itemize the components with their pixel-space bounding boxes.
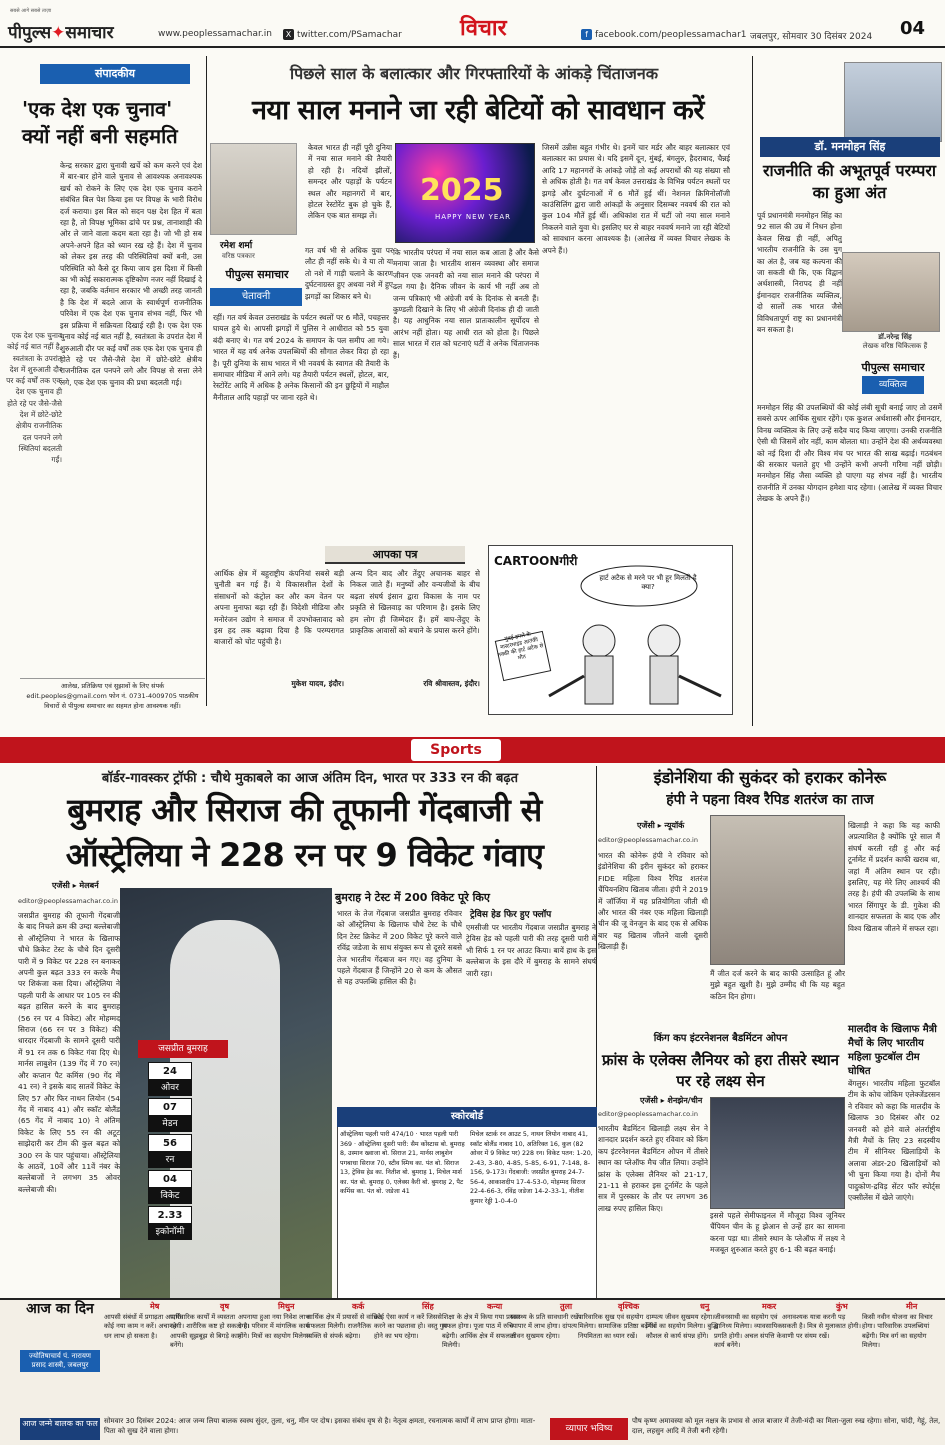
newspaper-logo[interactable] bbox=[8, 20, 114, 43]
editorial-title[interactable]: 'एक देश एक चुनाव' क्यों नहीं बनी सहमति bbox=[22, 97, 178, 148]
stat-label: रन bbox=[148, 1152, 192, 1168]
stat-label: इकोनॉमी bbox=[148, 1224, 192, 1240]
zodiac-name: मकर bbox=[762, 1302, 777, 1311]
zodiac-text: आर्थिक क्षेत्र में प्रयासों से वांछित सफलता मिलेगी। राजनैतिक व्यक्ति से संपर्क बढ़ेगा। bbox=[306, 1313, 382, 1340]
main-article-headline[interactable]: नया साल मनाने जा रही बेटियों को सावधान करें bbox=[252, 95, 704, 126]
scoreboard-text: मिचेल स्टार्क रन आउट 5, नाथन लियोन नाबाद 41, स्कॉट बोलैंड नाबाद 10, अतिरिक्त 16, कुल (82 ओवर में 9 विकेट पर) 228 रन। विकेट पतन: 1-20, 2-43, 3-80, 4-85, 5-85, 6-91, 7-148, 8-156, 9-173। गेंदबाजी: जसप्रीत बुमराह 24-7-56-4, आकाशदीप 17-4-53-0, मोहम्मद सिराज 22-4-66-3, रविंद्र जडेजा 14-2-33-1, नीतीश कुमार रेड्डी 1-0-4-0 bbox=[470, 1131, 593, 1205]
zodiac-text: किसी नवीन योजना का विचार होगा। पारिवारिक उपलब्धियां बढ़ेंगी। मित्र वर्ग का सहयोग मिलेगा। bbox=[862, 1313, 933, 1350]
business-forecast-text: पौष कृष्ण अमावस्या को मूल नक्षत्र के प्रभाव से आज बाजार में तेजी-मंदी का मिला-जुला रुख रहेगा। सोना, चांदी, गेहूं, तेल, दाल, लहसुन आदि में तेजी बनी रहेगी। bbox=[632, 1417, 941, 1435]
editorial-body: केन्द्र सरकार द्वारा चुनावी खर्चे को कम करने एवं देश में बार-बार होने वाले चुनाव से आवश्यक अनावश्यक खर्च को रोकने के लिए एक देश एक चुनाव कराने संबंधित बिल पेश किया इस पर विपक्ष के भारी विरोध दर्ज कराया। इस बिल को सदन पक्ष देश हित में बता रहा है, तो विपक्ष भूमिका ढांचे पर प्रश्न, तानाशाही की ओर ले जाने वाला कदम बता रहा है। जो भी हो सब अपने-अपने हित को ध्यान रख रहे हैं। देश में चुनाव को लेकर इस तरह की परिस्थितियां क्यों बनी, उस परिस्थिति को कैसे दूर किया जाय इस दिशा में किसी का भी कोई सकारात्मक दृष्टिकोण नजर नहीं दिखाई दे रहा है, जबकि वर्तमान सरकार भी अच्छी तरह जानती है कि देश में बदले आज के स्वार्थपूर्ण राजनीतिक परिवेश में एक देश एक चुनाव संभव नहीं, फिर भी इस प्रक्रिया में सक्रियता दिखाई रही है। एक देश एक चुनाव कोई नई बात नहीं है, स्वतंत्रता के उपरांत देश में शुरुआती दौर पर कई वर्षों तक एक देश एक चुनाव ही होते रहे पर जैसे-जैसे देश में छोटे-छोटे क्षेत्रीय राजनीतिक दल पनपने लगे और विपक्ष से सत्ता लेने लगे, एक देश एक चुनाव की प्रथा बदलती गई। bbox=[60, 161, 202, 387]
cricket-headline-line2[interactable]: ऑस्ट्रेलिया ने 228 रन पर 9 विकेट गंवाए bbox=[65, 836, 544, 874]
birth-prediction-tag: आज जन्मे बालक का फल bbox=[20, 1418, 100, 1440]
manmohan-article-text: पूर्व प्रधानमंत्री मनमोहन सिंह का 92 साल की उम्र में निधन होना केवल सिख ही नहीं, अपितु भारतीय राजनीति के उस युग का अंत है, जब यह कल्पना की जा सकती थी कि, एक विद्वान अर्थशास्त्री, निरापद ही नहीं ईमानदार राजनीतिक व्यक्तित्व, दो सालों तक भारत जैसे विविधतापूर्ण राष्ट्र का प्रधानमंत्री बन सकता है। bbox=[757, 211, 842, 335]
letter-text: अन्य दिन बाद और तेंदुए अचानक बाहर से निकल जाते हैं। मनुष्यों और वन्यजीवों के बीच बढ़ता संघर्ष इंसान द्वारा विकास के नाम पर प्रकृति से खिलवाड़ का परिणाम है। इसके लिए हम लोग ही जिम्मेदार हैं। हमें बाघ-तेंदुए के प्राकृतिक आवासों को बचाने के प्रयास करने होंगे। bbox=[350, 569, 480, 636]
author-name: रमेश शर्मा bbox=[220, 241, 253, 251]
manmohan-article-title[interactable]: राजनीति की अभूतपूर्व परम्परा का हुआ अंत bbox=[762, 161, 937, 202]
scoreboard-text: ऑस्ट्रेलिया पहली पारी 474/10 · भारत पहली पारी 369 · ऑस्ट्रेलिया दूसरी पारी: सैम कोंस्टास बो. बुमराह 8, उस्मान ख्वाजा बो. सिराज 21, मार्नस लाबुशेन पगबाधा सिराज 70, स्टीव स्मिथ का. पंत बो. सिराज 13, ट्रेविस हेड का. नितीश बो. बुमराह 1, मिचेल मार्श का. पंत बो. बुमराह 0, एलेक्स कैरी बो. बुमराह 2, पैट कमिंस का. पंत बो. जडेजा 41 bbox=[340, 1131, 465, 1195]
facebook-link[interactable] bbox=[581, 29, 747, 40]
main-article-kicker: पिछले साल के बलात्कार और गिरफ्तारियों के आंकड़े चिंताजनक bbox=[289, 64, 659, 83]
new-year-image-caption: HAPPY NEW YEAR bbox=[435, 213, 511, 221]
cricket-kicker: बॉर्डर-गावस्कर ट्रॉफी : चौथे मुकाबले का आज अंतिम दिन, भारत पर 333 रन की बढ़त bbox=[101, 771, 519, 786]
zodiac-text: पारिवारिक कार्यों में व्यस्तता रहेगी। शारीरिक कष्ट हो सकता है। आपकी सूझबूझ से बिगड़े काम बनेंगे। bbox=[170, 1313, 250, 1350]
badminton-article-text: भारतीय बैडमिंटन खिलाड़ी लक्ष्य सेन ने शानदार प्रदर्शन करते हुए रविवार को किंग कप इंटरनेशनल बैडमिंटन ओपन में तीसरे स्थान का प्लेऑफ मैच जीत लिया। उन्होंने फ्रांस के एलेक्स लैनियर को 21-17, 21-11 से हराकर इस टूर्नामेंट के पहले सत्र में पुरस्कार के तौर पर लगभग 36 लाख रुपए हासिल किए। bbox=[598, 1124, 708, 1213]
website-link[interactable]: www.peoplessamachar.in bbox=[158, 29, 272, 39]
manmohan-author-name: डॉ.नरेन्द्र सिंह bbox=[878, 333, 912, 341]
chess-headline-line1[interactable]: इंडोनेशिया की सुकंदर को हराकर कोनेरू bbox=[653, 768, 887, 787]
zodiac-text: दाम्पत्य जीवन सुखमय रहेगा। मित्रों का सहयोग मिलेगा। बुद्धि कौशल से कार्य संपन्न होंगे। bbox=[646, 1313, 719, 1340]
author-photo bbox=[210, 143, 297, 235]
main-article-text: कि भारतीय परंपरा में नया साल कब आता है और कैसे मनाया जाता है। भारतीय शासन व्यवस्था और समाज जीवन एक जनवरी को नया साल मनाने की परंपरा में ढल गया है। दैनिक जीवन के कार्य भी नहीं अब तो जन्म पत्रिकाएं भी अंग्रेजी वर्ष के दिनांक से बनती हैं। कुण्डली दिखाने के लिए भी अंग्रेजी दिनांक ही दी जाती है। यह आधुनिक नया साल प्रातःकालीन सूर्योदय से आरंभ नहीं होता। यह आधी रात को होता है। पिछले साल भारत में रात को घटनाएं घटीं वे अनेक चिंताजनक हैं। bbox=[393, 248, 539, 360]
zodiac-name: वृष bbox=[220, 1302, 230, 1311]
new-year-image-year: 2025 bbox=[420, 173, 504, 208]
football-article-text: बेंगलुरु। भारतीय महिला फुटबॉल टीम के कोच जोकिम एलेक्जेंडरसन ने रविवार को कहा कि मालदीव के खिलाफ 30 दिसंबर और 02 जनवरी को होने वाले अंतर्राष्ट्रीय मैत्री मैचों के लिए 23 सदस्यीय टीम में सीनियर खिलाड़ियों के अलावा अंडर-20 खिलाड़ियों को भी चुना किया गया है। दोनों मैच पादुकोण-द्रविड़ सेंटर फॉर स्पोर्ट्स एक्सीलेंस में खेले जाएंगे। bbox=[848, 1079, 940, 1203]
twitter-handle: twitter.com/PSamachar bbox=[297, 30, 402, 40]
lakshya-sen-photo bbox=[710, 1097, 845, 1209]
twitter-link[interactable] bbox=[283, 29, 402, 40]
zodiac-text: कोई ऐसा कार्य न करें जिससे करने का पछतावा हो। वस्तु गुम होने का भय रहेगा। bbox=[374, 1313, 448, 1340]
cricket-email: editor@peoplessamachar.co.in bbox=[18, 897, 118, 905]
koneru-humpy-photo bbox=[710, 815, 845, 965]
cartoon-sign: मुंबई हमले के मास्टरमाइंड आतंकी मक्की की हार्ट अटैक से मौत bbox=[497, 631, 545, 662]
stat-value: 04 bbox=[148, 1170, 192, 1188]
letters-tag: आपका पत्र bbox=[325, 546, 465, 564]
cricket-article-text: एमसीजी पर भारतीय गेंदबाज जसप्रीत बुमराह ने ट्रेविस हेड को पहली पारी की तरह दूसरी पारी में भी सिर्फ 1 रन पर आउट किया। बायें हाथ के इस बल्लेबाज के इस दौरे में बुमराह के सामने संघर्ष जारी रहा। bbox=[466, 923, 596, 978]
main-article-text: जिसमें उन्नीस बहुत गंभीर थे। इनमें चार मर्डर और बाहर बलात्कार एवं बलात्कार का प्रयास थे। यदि इसमें दून, मुंबई, बंगलुरु, हैदराबाद, चैन्नई आदि 17 महानगरों के आंकड़े जोड़ें तो कई अपराधों की यह संख्या सौ से अधिक होती है। गत वर्ष केवल उत्तराखंड के विभिन्न पर्यटन स्थलों पर झगड़े और दुर्घटनाओं में 6 मौतें हुई थीं। नेशनल क्रिमिनोलॉजी काउंसिलिंग द्वारा जारी आंकड़ों के अनुसार दिसम्बर नववर्ष की रात को कुल 104 मौतें हुई थीं। अधिकांश रात में घटीं जो नया साल मनाने निकलने वाले युवा थे। इसलिए घर से बाहर नववर्ष मनाने जा रही बेटियों को सावधान करना आवश्यक है। (आलेख में व्यक्त विचार लेखक के अपने हैं।) bbox=[542, 143, 730, 255]
chess-agency: एजेंसी ▸ न्यूयॉर्क bbox=[637, 821, 685, 830]
zodiac-name: मीन bbox=[906, 1302, 918, 1311]
column-divider bbox=[206, 56, 207, 706]
column-logo: पीपुल्स समाचार bbox=[861, 361, 925, 374]
football-headline[interactable]: मालदीव के खिलाफ मैत्री मैचों के लिए भारतीय महिला फुटबॉल टीम घोषित bbox=[848, 1024, 937, 1077]
manmohan-author bbox=[850, 333, 940, 351]
scoreboard-title: स्कोरबोर्ड bbox=[337, 1107, 597, 1127]
zodiac-name: कुंभ bbox=[836, 1302, 848, 1311]
cricket-agency: एजेंसी ▸ मेलबर्न bbox=[52, 881, 99, 890]
zodiac-text: पारिवारिक सुख एवं सहयोग मिलेगा। सामाजिक प्रतिष्ठा बढ़ेगी। नियमितता का ध्यान रखें। bbox=[578, 1313, 657, 1340]
stat-value: 07 bbox=[148, 1098, 192, 1116]
zodiac-name: तुला bbox=[560, 1302, 573, 1311]
zodiac-text: अनावश्यक यात्रा करनी पड़ सकती है। मित्र से मुलाकात होगी। वाणी पर संयम रखें। bbox=[782, 1313, 861, 1340]
bumrah-stats-title: जसप्रीत बुमराह bbox=[138, 1040, 228, 1058]
zodiac-text: स्वास्थ्य के प्रति सावधानी रखें। व्यापार में लाभ होगा। दांपत्य जीवन सुखमय रहेगा। bbox=[510, 1313, 581, 1340]
zodiac-name: सिंह bbox=[422, 1302, 434, 1311]
editorial-tag: संपादकीय bbox=[40, 64, 190, 84]
sports-section-label: Sports bbox=[411, 739, 501, 761]
author-role: वरिष्ठ पत्रकार bbox=[222, 252, 255, 260]
twitter-icon: X bbox=[283, 29, 294, 40]
chess-email: editor@peoplessamachar.co.in bbox=[598, 836, 698, 844]
letter bbox=[214, 568, 344, 701]
letter-text: आर्थिक क्षेत्र में बहुराष्ट्रीय कंपनियां सबसे बड़ी चुनौती बन गई हैं। ये विकासशील देशों के संसाधनों को कंट्रोल कर और कम वेतन पर अपना मुनाफा बढ़ा रही हैं। विदेशी मीडिया और मनोरंजन उद्योग ने समाज में उपभोक्तावाद को इस हद तक बढ़ावा दिया है कि परम्परागत बाजारों को चोट पहुंची है। bbox=[214, 569, 344, 647]
main-article-text: गत वर्ष भी से अधिक युवा पर लौट ही नहीं सके थे। वे या तो या तो नशे में गाड़ी चलाने के कारण दुर्घटनाग्रस्त हुए अथवा नशे में हुए झगड़ों का शिकार बने थे। bbox=[305, 246, 393, 301]
zodiac-name: कर्क bbox=[352, 1302, 365, 1311]
business-forecast-tag: व्यापार भविष्य bbox=[550, 1418, 628, 1440]
zodiac-name: वृश्चिक bbox=[618, 1302, 640, 1311]
logo-text-right: समाचार bbox=[65, 23, 114, 43]
chess-article-text: मैं जीत दर्ज करने के बाद काफी उत्साहित हूं और मुझे बहुत खुशी है। मुझे उम्मीद थी कि यह बहुत कठिन दिन होगा। bbox=[710, 969, 845, 1001]
astrologer-credit: ज्योतिषाचार्य पं. नारायण प्रसाद शास्त्री, जबलपुर bbox=[20, 1350, 100, 1372]
column-tag: चेतावनी bbox=[210, 288, 302, 306]
column-logo: पीपुल्स समाचार bbox=[225, 268, 289, 281]
stat-label: विकेट bbox=[148, 1188, 192, 1204]
facebook-icon: f bbox=[581, 29, 592, 40]
zodiac-name: मेष bbox=[150, 1302, 160, 1311]
zodiac-name: मिथुन bbox=[278, 1302, 295, 1311]
chess-article-text: खिलाड़ी ने कहा कि यह काफी अप्रत्याशित है क्योंकि पूरे साल मैं संघर्ष करती रही हूं और कई टूर्नामेंट में प्रदर्शन काफी खराब था, जहां मैं अंतिम स्थान पर रही। इसलिए, यह मेरे लिए आश्चर्य की तरह है। हंपी की उपलब्धि के साथ भारत सिंगापुर के डी. गुकेश की शानदार सफलता के बाद एक और विश्व खिताब जीतने में सफल रहा। bbox=[848, 821, 940, 933]
zodiac-text: अपनाया हुआ नया निवेश लाभ देगा। परिवार में मांगलिक कार्य होंगे। मित्रों का सहयोग मिलेगा। bbox=[238, 1313, 311, 1340]
birth-prediction-text: सोमवार 30 दिसंबर 2024: आज जन्म लिया बालक स्वस्थ सुंदर, तुला, धनु, मीन पर दोष। इसका संबंध वृष से है। नेतृत्व क्षमता, रचनात्मक कार्यों में लाभ प्राप्त होगा। माता-पिता को सुख देने वाला होगा। bbox=[104, 1417, 536, 1435]
manmohan-author-role: लेखक वरिष्ठ चिकित्सक हैं bbox=[862, 342, 928, 350]
horoscope-title: आज का दिन bbox=[26, 1301, 94, 1317]
stat-label: मेडन bbox=[148, 1116, 192, 1132]
stat-label: ओवर bbox=[148, 1080, 192, 1096]
badminton-kicker: किंग कप इंटरनेशनल बैडमिंटन ओपन bbox=[653, 1033, 788, 1044]
chess-headline-line2[interactable]: हंपी ने पहना विश्व रैपिड शतरंज का ताज bbox=[666, 792, 874, 808]
logo-text-left: पीपुल्स bbox=[8, 23, 52, 43]
badminton-email: editor@peoplessamachar.co.in bbox=[598, 1110, 698, 1118]
cartoon-drawing bbox=[489, 546, 734, 716]
letter bbox=[350, 568, 480, 701]
main-article-text: रहीं। गत वर्ष केवल उत्तराखंड के पर्यटन स्थलों पर 6 मौतें, पचहत्तर घायल हुये थे। आपसी झगड़ों में पुलिस ने आधीरात को 55 युवा बंदी बनाए थे। गत वर्ष 2024 के समापन के पल समीप आ गये। भारत में यह वर्ष अनेक उपलब्धियों की सौगात लेकर विदा हो रहा है। पूरी दुनिया के साथ भारत में भी नववर्ष के स्वागत की तैयारी के समाचार मीडिया में आने लगे। यह तैयारी पर्यटन स्थलों, होटल, बार, रेस्टोरेंट आदि में अधिक है अनेक किसानों की इन छुट्टियों में माहौल मैनीताल आदि पहाड़ों पर जाना रहते थे। bbox=[213, 313, 389, 402]
cricket-subhead: बुमराह ने टेस्ट में 200 विकेट पूरे किए bbox=[335, 891, 490, 904]
section-title: विचार bbox=[460, 16, 507, 41]
cartoon bbox=[488, 545, 733, 715]
manmohan-photo bbox=[844, 62, 942, 142]
logo-dot-icon: ✦ bbox=[51, 23, 66, 43]
page-number: 04 bbox=[900, 18, 926, 39]
badminton-agency: एजेंसी ▸ शेनझेन/चीन bbox=[640, 1096, 703, 1105]
cartoon-title: CARTOONगीरी bbox=[494, 554, 578, 568]
zodiac-name: धनु bbox=[700, 1302, 710, 1311]
main-article-text: केवल भारत ही नहीं पूरी दुनिया में नया साल मनाने की तैयारी हो रही है। नदियों झीलों, समन्दर और पहाड़ों के पर्यटन स्थल और महानगरों में बार, होटल रेस्टोरेंट बुक हो चुके हैं, लेकिन एक बात समझ लें। bbox=[308, 143, 392, 221]
manmohan-author-photo bbox=[842, 252, 940, 332]
cricket-article-text: जसप्रीत बुमराह की तूफानी गेंदबाजी के बाद निचले क्रम की उम्दा बल्लेबाजी से ऑस्ट्रेलिया ने भारत के खिलाफ चौथे क्रिकेट टेस्ट के चौथे दिन दूसरी पारी में 9 विकेट पर 228 रन बनाकर अपनी कुल बढ़त 333 रन करके मैच पर शिकंजा कस दिया। ऑस्ट्रेलिया ने पहली पारी के आधार पर 105 रन की बढ़त हासिल करने के बाद बुमराह (56 रन पर 4 विकेट) और मोहम्मद सिराज (66 रन पर 3 विकेट) की धारदार गेंदबाजी के सामने दूसरी पारी में 91 रन तक 6 विकेट गंवा दिए थे। मार्नस लाबुशेन (139 गेंद में 70 रन) और कप्तान पैट कमिंस (90 गेंद में 41 रन) ने इसके बाद सातवें विकेट के लिए 57 और फिर नाथन लियोन (54 गेंद में नाबाद 41) और स्कॉट बोलैंड (65 गेंद में नाबाद 10) ने अंतिम विकेट के लिए 55 रन की अटूट साझेदारी कर टीम की कुल बढ़त को 300 रन के पार पहुंचाया। ऑस्ट्रेलिया के आठवें, 10वें और 11वें नंबर के बल्लेबाजों ने लगभग 35 ओवर बल्लेबाजी की। bbox=[18, 911, 120, 1194]
editorial-pull-quote: एक देश एक चुनाव कोई नई बात नहीं है, स्वतंत्रता के उपरांत देश में शुरुआती दौर पर कई वर्षों तक एक देश एक चुनाव ही होते रहे पर जैसे-जैसे देश में छोटे-छोटे क्षेत्रीय राजनीतिक दल पनपने लगे स्थितियां बदलती गईं। bbox=[6, 331, 62, 465]
cricket-headline-line1[interactable]: बुमराह और सिराज की तूफानी गेंदबाजी से bbox=[67, 791, 542, 829]
column-tag: व्यक्तित्व bbox=[862, 376, 924, 394]
zodiac-name: कन्या bbox=[487, 1302, 503, 1311]
stat-value: 2.33 bbox=[148, 1206, 192, 1224]
letter-signature: मुकेश यादव, इंदौर। bbox=[291, 679, 344, 688]
masthead-tagline: सबसे आगे सबसे ताज़ा bbox=[10, 8, 52, 14]
zodiac-text: शिक्षा के क्षेत्र में किया गया प्रयास सफल होगा। पूजा पाठ में रुचि बढ़ेगी। आर्थिक क्षेत्र में सफलता मिलेगी। bbox=[442, 1313, 520, 1350]
dateline: जबलपुर, सोमवार 30 दिसंबर 2024 bbox=[750, 32, 873, 42]
chess-article-text: भारत की कोनेरू हंपी ने रविवार को इंडोनेशिया की इरीन सुकंदर को हराकर FIDE महिला विश्व रैपिड शतरंज चैंपियनशिप खिताब जीता। हंपी ने 2019 में जॉर्जिया में यह प्रतियोगिता जीती थी और भारत की नंबर एक महिला खिलाड़ी चीन की जू वेनजुन के बाद एक से अधिक बार यह खिताब जीतने वाली दूसरी खिलाड़ी हैं। bbox=[598, 851, 708, 952]
stat-value: 56 bbox=[148, 1134, 192, 1152]
badminton-article-text: इससे पहले सेमीफाइनल में मौजूदा विश्व जूनियर चैंपियन चीन के हू झेआन से उन्हें हार का सामना करना पड़ा था। तीसरे स्थान के प्लेऑफ में लक्ष्य ने मजबूत शुरुआत करते हुए 6-1 की बढ़त बनाई। bbox=[710, 1211, 845, 1255]
zodiac-text: आपसी संबंधों में प्रगाढ़ता आएगी। कोई नया काम न करें। अचानक धन लाभ हो सकता है। bbox=[104, 1313, 184, 1340]
cricket-subhead: ट्रेविस हेड फिर हुए फ्लॉप bbox=[470, 910, 552, 920]
manmohan-article-text: मनमोहन सिंह की उपलब्धियों की कोई लंबी सूची बनाई जाए तो उसमें सबसे ऊपर आर्थिक सुधार रहेंगे। एक कुशल अर्थशास्त्री और ईमानदार, विनम्र व्यक्तित्व के लिए उन्हें सदैव याद किया जाएगा। उनकी राजनीति ऐसी थी जिसमें शोर नहीं, काम बोलता था। उन्होंने देश की अर्थव्यवस्था को नई दिशा दी और विश्व मंच पर भारत की साख बढ़ाई। गठबंधन की सरकार चलाते हुए भी उन्होंने कभी अपनी गरिमा नहीं छोड़ी। मनमोहन सिंह जैसा व्यक्ति हो पाएगा यह संभव नहीं है। भारतीय राजनीति में उनका योगदान हमेशा याद रहेगा। (आलेख में व्यक्त विचार लेखक के अपने हैं।) bbox=[757, 403, 942, 504]
facebook-handle: facebook.com/peoplessamachar1 bbox=[595, 30, 747, 40]
cartoon-speech-bubble: हार्ट अटैक से मरने पर भी हूर मिलती है क्या? bbox=[599, 574, 697, 591]
letter-signature: रवि श्रीवास्तव, इंदौर। bbox=[423, 679, 480, 688]
manmohan-name-banner: डॉ. मनमोहन सिंह bbox=[760, 137, 940, 157]
badminton-headline[interactable]: फ्रांस के एलेक्स लैनियर को हरा तीसरे स्थान पर रहे लक्ष्य सेन bbox=[601, 1051, 839, 1090]
column-divider bbox=[752, 56, 753, 726]
zodiac-text: जीवनसाथी का सहयोग एवं सानिध्य मिलेगा। व्यावसायिक प्रगति होगी। अचल संपत्ति के कार्य बनेंगे। bbox=[714, 1313, 783, 1350]
cricket-article-text: भारत के तेज गेंदबाज जसप्रीत बुमराह रविवार को ऑस्ट्रेलिया के खिलाफ चौथे टेस्ट के चौथे दिन टेस्ट क्रिकेट में 200 विकेट पूरे करने वाले रविंद्र जडेजा के साथ संयुक्त रूप से दूसरे सबसे तेज भारतीय गेंदबाज बन गए। वह दुनिया के पहले गेंदबाज हैं जिन्होंने 20 से कम के औसत से यह उपलब्धि हासिल की है। bbox=[337, 909, 462, 987]
editorial-footer: आलेख, प्रतिक्रिया एवं सुझावों के लिए संपर्क edit.peoples@gmail.com फोन नं. 0731-4009705 पाठकीय विचारों से पीपुल्स समाचार का सहमत होना आवश्यक नहीं। bbox=[20, 678, 205, 711]
stat-value: 24 bbox=[148, 1062, 192, 1080]
